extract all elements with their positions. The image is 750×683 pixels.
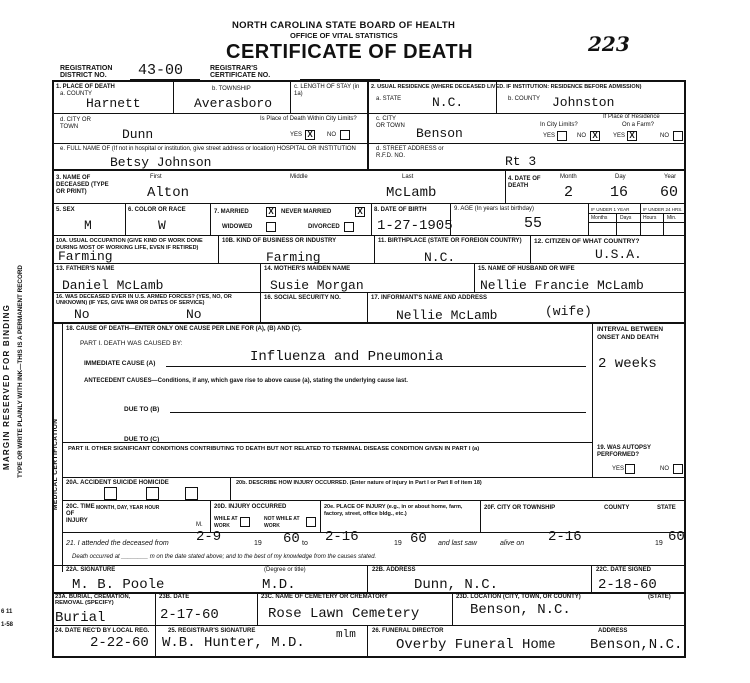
- reg-district-value: 43-00: [138, 62, 184, 79]
- dob-value: 1-27-1905: [377, 218, 453, 234]
- immediate-cause-value: Influenza and Pneumonia: [250, 349, 444, 365]
- informant-relation: (wife): [545, 304, 592, 319]
- fd-address-value: Benson,N.C.: [590, 637, 683, 653]
- part2-label: PART II. OTHER SIGNIFICANT CONDITIONS CONTRIBUTING TO DEATH BUT NOT RELATED TO TERMINAL DISEASE CONDITION GIVEN IN PART I (a): [68, 446, 480, 452]
- date-recd-label: 24. DATE REC'D BY LOCAL REG.: [55, 628, 150, 634]
- mother-value: Susie Morgan: [270, 278, 364, 293]
- cause-title-label: 18. CAUSE OF DEATH—ENTER ONLY ONE CAUSE PER LINE FOR (A), (B) AND (C).: [66, 326, 302, 332]
- spouse-value: Nellie Francie McLamb: [480, 278, 644, 293]
- res-city-no-label: NO: [577, 133, 586, 139]
- time-cols-label: MONTH, DAY, YEAR HOUR: [96, 505, 160, 511]
- autopsy-no-label: NO: [660, 466, 669, 472]
- burial-value: Burial: [55, 610, 106, 626]
- last-saw-label: and last saw: [438, 540, 477, 547]
- first-label: First: [150, 174, 162, 180]
- office-name: OFFICE OF VITAL STATISTICS: [290, 31, 398, 40]
- attended-to-label: to: [302, 540, 308, 547]
- never-married-checkbox[interactable]: X: [355, 207, 365, 217]
- res-state-value: N.C.: [432, 95, 464, 110]
- death-year-value: 60: [660, 184, 679, 201]
- widowed-checkbox[interactable]: [266, 222, 276, 232]
- in-city-limits-label: In City Limits?: [540, 122, 578, 128]
- informant-label: 17. INFORMANT'S NAME AND ADDRESS: [371, 295, 487, 301]
- medical-cert-text: MEDICAL CERTIFICATION: [52, 418, 59, 510]
- in-city-no-checkbox[interactable]: X: [590, 131, 600, 141]
- autopsy-no-checkbox[interactable]: [673, 464, 683, 474]
- attended-to-19: 19: [394, 540, 402, 547]
- binding-margin-text: MARGIN RESERVED FOR BINDING: [2, 303, 11, 470]
- signature-label: 22A. SIGNATURE: [66, 567, 116, 573]
- widowed-label: WIDOWED: [222, 224, 253, 230]
- attended-from-year: 60: [283, 531, 300, 547]
- within-no-label: NO: [327, 132, 336, 138]
- due-to-c-label: DUE TO (C): [124, 436, 160, 443]
- date-signed-value: 2-18-60: [598, 577, 657, 593]
- form-code-1: 6 11: [1, 609, 13, 615]
- date-death-label: 4. DATE OF DEATH: [508, 176, 541, 189]
- length-of-stay-label: c. LENGTH OF STAY (in 1a): [294, 84, 360, 97]
- age-value: 55: [524, 215, 543, 232]
- location-label: 23D. LOCATION (CITY, TOWN, OR COUNTY): [456, 594, 581, 600]
- days-label: Days: [620, 215, 632, 221]
- while-work-checkbox[interactable]: [240, 517, 250, 527]
- address-value: Dunn, N.C.: [414, 577, 499, 593]
- cemetery-value: Rose Lawn Cemetery: [268, 606, 420, 622]
- race-value: W: [158, 218, 166, 233]
- middle-label: Middle: [290, 174, 308, 180]
- fd-address-label: ADDRESS: [598, 628, 628, 634]
- certificate-title: CERTIFICATE OF DEATH: [226, 41, 474, 63]
- citizen-label: 12. CITIZEN OF WHAT COUNTRY?: [534, 238, 640, 245]
- agency-name: NORTH CAROLINA STATE BOARD OF HEALTH: [232, 20, 456, 31]
- signature-value: M. B. Poole: [72, 577, 165, 593]
- last-seen-value: 2-16: [548, 529, 582, 545]
- last-seen-19: 19: [655, 540, 663, 547]
- funeral-home-value: Overby Funeral Home: [396, 637, 556, 653]
- place-of-death-label: 1. PLACE OF DEATH: [56, 84, 115, 90]
- first-name-value: Alton: [147, 185, 190, 201]
- farm-no-label: NO: [660, 133, 669, 139]
- autopsy-yes-label: YES: [612, 466, 625, 472]
- months-label: Months: [591, 215, 608, 221]
- ssn-label: 16. SOCIAL SECURITY NO.: [264, 295, 341, 301]
- res-city-value: Benson: [416, 126, 463, 141]
- industry-label: 10B. KIND OF BUSINESS OR INDUSTRY: [222, 238, 337, 244]
- due-to-b-label: DUE TO (B): [124, 406, 160, 413]
- not-work-checkbox[interactable]: [306, 517, 316, 527]
- under-1-label: IF UNDER 1 YEAR: [591, 207, 630, 212]
- county-injury-label: COUNTY: [604, 505, 630, 511]
- autopsy-label: 19. WAS AUTOPSY PERFORMED?: [597, 445, 651, 458]
- county-label: a. COUNTY: [60, 91, 93, 97]
- state-injury-label: STATE: [657, 505, 676, 511]
- married-label: 7. MARRIED: [214, 209, 249, 215]
- occupation-value: Farming: [58, 249, 113, 264]
- under-24-label: IF UNDER 24 HRS.: [643, 207, 683, 212]
- alive-on-label: alive on: [500, 540, 525, 547]
- married-checkbox[interactable]: X: [266, 207, 276, 217]
- place-residence-label: If Place of Residence: [603, 114, 660, 120]
- attended-to-year: 60: [410, 531, 427, 547]
- race-label: 6. COLOR OR RACE: [128, 207, 186, 213]
- father-value: Daniel McLamb: [62, 278, 164, 293]
- degree-label: (Degree or title): [264, 567, 306, 573]
- burial-label: 23A. BURIAL, CREMATION, REMOVAL (SPECIFY): [55, 594, 131, 606]
- registrar-cert-label: REGISTRAR'S CERTIFICATE NO.: [210, 65, 271, 79]
- m-label: M.: [196, 522, 203, 528]
- township-label: b. TOWNSHIP: [212, 86, 251, 92]
- farm-no-checkbox[interactable]: [673, 131, 683, 141]
- never-married-label: NEVER MARRIED: [281, 209, 332, 215]
- death-occurred-label: Death occurred at ________ m on the date stated above; and to the best of my knowledge from the causes stated.: [72, 554, 377, 560]
- year-label: Year: [664, 174, 677, 180]
- interval-value: 2 weeks: [598, 356, 657, 372]
- min-label: Min.: [667, 215, 677, 221]
- date-recd-value: 2-22-60: [90, 635, 149, 651]
- antecedent-label: ANTECEDENT CAUSES—Conditions, if any, which gave rise to above cause (a), stating the underlying cause last.: [84, 378, 408, 384]
- death-township-value: Averasboro: [194, 96, 273, 111]
- day-label: Day: [615, 174, 626, 180]
- registrar-value: W.B. Hunter, M.D.: [162, 635, 305, 651]
- location-state-label: (STATE): [648, 594, 671, 600]
- armed-forces-label: 16. WAS DECEASED EVER IN U.S. ARMED FORCES? (YES, NO, OR UNKNOWN) (IF YES, GIVE WAR OR DATES OF SERVICE): [56, 294, 232, 306]
- date-signed-label: 22C. DATE SIGNED: [596, 567, 651, 573]
- name-deceased-label: 3. NAME OF DECEASED (TYPE OR PRINT): [56, 175, 109, 195]
- homicide-checkbox[interactable]: [185, 487, 198, 500]
- form-code-2: 1-58: [1, 622, 14, 628]
- dob-label: 8. DATE OF BIRTH: [374, 207, 427, 213]
- registrar-sig-label: 25. REGISTRAR'S SIGNATURE: [168, 628, 256, 634]
- hours-label: Hours: [643, 215, 657, 221]
- burial-date-value: 2-17-60: [160, 607, 219, 623]
- burial-date-label: 23B. DATE: [159, 594, 190, 600]
- res-county-label: b. COUNTY: [508, 96, 541, 102]
- father-label: 13. FATHER'S NAME: [56, 266, 115, 272]
- degree-value: M.D.: [262, 577, 296, 593]
- on-farm-label: On a Farm?: [622, 122, 655, 128]
- registrar-initials: mlm: [336, 629, 356, 641]
- last-name-value: McLamb: [386, 185, 437, 201]
- birthplace-value: N.C.: [424, 250, 456, 265]
- attended-from-19: 19: [254, 540, 262, 547]
- within-yes-label: YES: [290, 132, 303, 138]
- not-work-label: NOT WHILE AT WORK: [264, 516, 300, 529]
- while-work-label: WHILE AT WORK: [214, 516, 238, 529]
- armed-value: No: [74, 307, 90, 322]
- city-town-label: d. CITY OR TOWN: [60, 117, 91, 130]
- war-value: No: [186, 307, 202, 322]
- part1-label: PART I. DEATH WAS CAUSED BY:: [80, 340, 183, 347]
- funeral-director-label: 26. FUNERAL DIRECTOR: [372, 628, 444, 634]
- cemetery-label: 23C. NAME OF CEMETERY OR CREMATORY: [261, 594, 388, 600]
- street-value: Rt 3: [505, 154, 537, 169]
- last-label: Last: [402, 174, 414, 180]
- age-label: 9. AGE (In years last birthday): [454, 206, 535, 212]
- death-city-value: Dunn: [122, 127, 154, 142]
- death-county-value: Harnett: [86, 96, 141, 111]
- res-city-label: c. CITY OR TOWN: [376, 116, 405, 129]
- accident-checkbox[interactable]: [104, 487, 117, 500]
- res-county-value: Johnston: [552, 95, 615, 110]
- death-day-value: 16: [610, 184, 629, 201]
- spouse-label: 15. NAME OF HUSBAND OR WIFE: [478, 266, 575, 272]
- month-label: Month: [560, 174, 577, 180]
- sex-value: M: [84, 218, 92, 233]
- street-label: d. STREET ADDRESS or R.F.D. NO.: [376, 146, 444, 159]
- occupation-label: 10A. USUAL OCCUPATION (GIVE KIND OF WORK DONE DURING MOST OF WORKING LIFE, EVEN IF RETIRED): [56, 238, 203, 251]
- mother-label: 14. MOTHER'S MAIDEN NAME: [264, 266, 351, 272]
- in-city-yes-checkbox[interactable]: [557, 131, 567, 141]
- hospital-value: Betsy Johnson: [110, 155, 212, 170]
- autopsy-yes-checkbox[interactable]: [625, 464, 635, 474]
- describe-label: 20b. DESCRIBE HOW INJURY OCCURRED. (Enter nature of injury in Part I or Part II of item 18): [236, 480, 482, 486]
- attended-label: 21. I attended the deceased from: [66, 540, 169, 547]
- reg-district-label: REGISTRATION DISTRICT NO.: [60, 65, 113, 79]
- location-value: Benson, N.C.: [470, 602, 571, 618]
- divorced-checkbox[interactable]: [344, 222, 354, 232]
- time-injury-label: 20C. TIME OF INJURY: [66, 504, 95, 524]
- attended-to-value: 2-16: [325, 529, 359, 545]
- res-state-label: a. STATE: [376, 96, 402, 102]
- immediate-cause-label: IMMEDIATE CAUSE (A): [84, 360, 156, 367]
- address-label: 22B. ADDRESS: [372, 567, 416, 573]
- certificate-number: 223: [588, 32, 630, 56]
- birthplace-label: 11. BIRTHPLACE (STATE OR FOREIGN COUNTRY): [378, 238, 522, 244]
- permanent-record-text: TYPE OR WRITE PLAINLY WITH INK—THIS IS A PERMANENT RECORD: [17, 265, 24, 478]
- farm-yes-checkbox[interactable]: X: [627, 131, 637, 141]
- place-injury-label: 20e. PLACE OF INJURY (e.g., in or about home, farm, factory, street, office bldg., etc.): [324, 504, 463, 517]
- injury-occurred-label: 20D. INJURY OCCURRED: [214, 504, 287, 510]
- usual-residence-label: 2. USUAL RESIDENCE (WHERE DECEASED LIVED. IF INSTITUTION: RESIDENCE BEFORE ADMISSION): [371, 84, 642, 90]
- accident-label: 20A. ACCIDENT SUICIDE HOMICIDE: [66, 480, 169, 486]
- citizen-value: U.S.A.: [595, 247, 642, 262]
- death-month-value: 2: [564, 184, 574, 201]
- within-limits-no-checkbox[interactable]: [340, 130, 350, 140]
- within-limits-label: Is Place of Death Within City Limits?: [260, 116, 357, 122]
- industry-value: Farming: [266, 250, 321, 265]
- city-township-label: 20F. CITY OR TOWNSHIP: [484, 505, 556, 511]
- farm-yes-label: YES: [613, 133, 626, 139]
- last-seen-year: 60: [668, 529, 685, 545]
- attended-from-value: 2-9: [196, 529, 222, 545]
- res-city-yes-label: YES: [543, 133, 556, 139]
- within-limits-yes-checkbox[interactable]: X: [305, 130, 315, 140]
- hospital-label: e. FULL NAME OF (If not in hospital or institution, give street address or location) HOSPITAL OR INSTITUTION: [60, 146, 356, 152]
- interval-label: INTERVAL BETWEEN ONSET AND DEATH: [597, 326, 664, 341]
- sex-label: 5. SEX: [56, 207, 75, 213]
- informant-value: Nellie McLamb: [396, 308, 498, 323]
- divorced-label: DIVORCED: [308, 224, 340, 230]
- suicide-checkbox[interactable]: [146, 487, 159, 500]
